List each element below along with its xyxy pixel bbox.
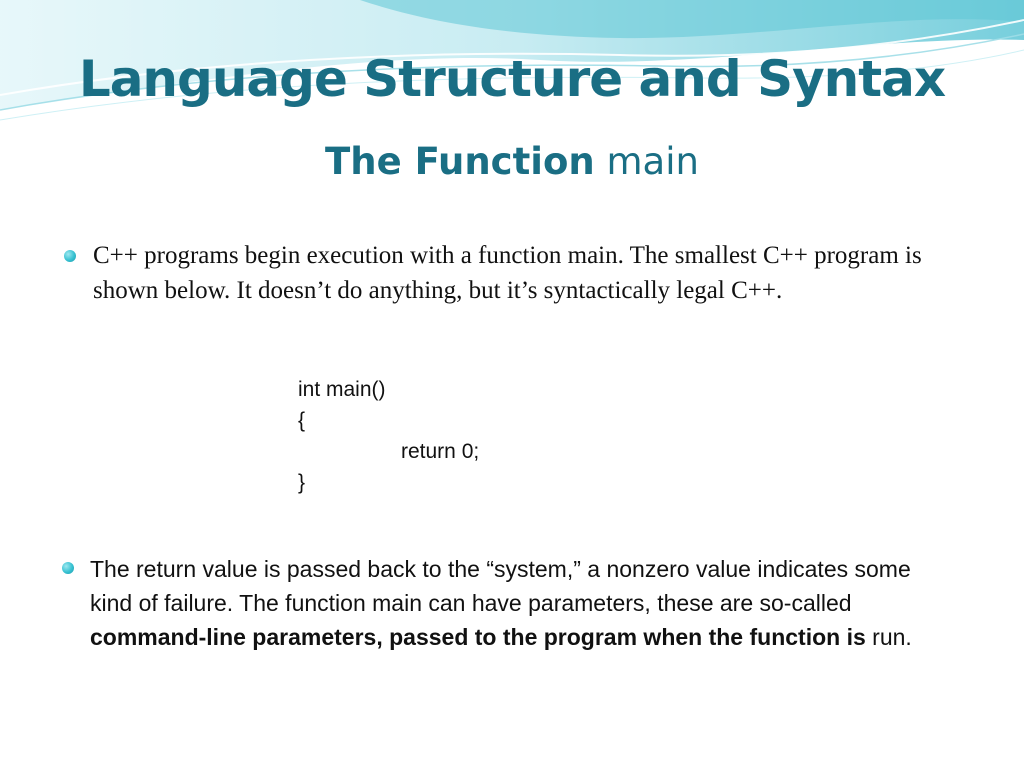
bullet-icon — [62, 562, 74, 574]
bullet-icon — [64, 250, 76, 262]
bullet-text-1: C++ programs begin execution with a function main. The smallest C++ program is shown below. It doesn’t do anything, but it’s syntactically legal C++. — [93, 242, 922, 304]
bullet2-bold-text: command-line parameters, passed to the program when the function is — [90, 624, 866, 650]
code-line: int main() — [298, 378, 386, 401]
bullet2-text-part2: run. — [865, 624, 912, 650]
code-line: } — [298, 471, 306, 494]
code-line: return 0; — [401, 440, 480, 463]
code-line: { — [298, 409, 306, 432]
code-block — [298, 374, 479, 498]
subtitle-bold-text: The Function — [325, 140, 595, 183]
bullet-text-2 — [90, 552, 950, 654]
subtitle-plain-text: main — [606, 140, 699, 183]
slide-title: Language Structure and Syntax — [78, 50, 946, 108]
bullet2-text-part1: The return value is passed back to the “system,” a nonzero value indicates some kind of failure. The function main can have parameters, these are so-called — [90, 556, 911, 616]
slide-subtitle — [0, 140, 1024, 184]
